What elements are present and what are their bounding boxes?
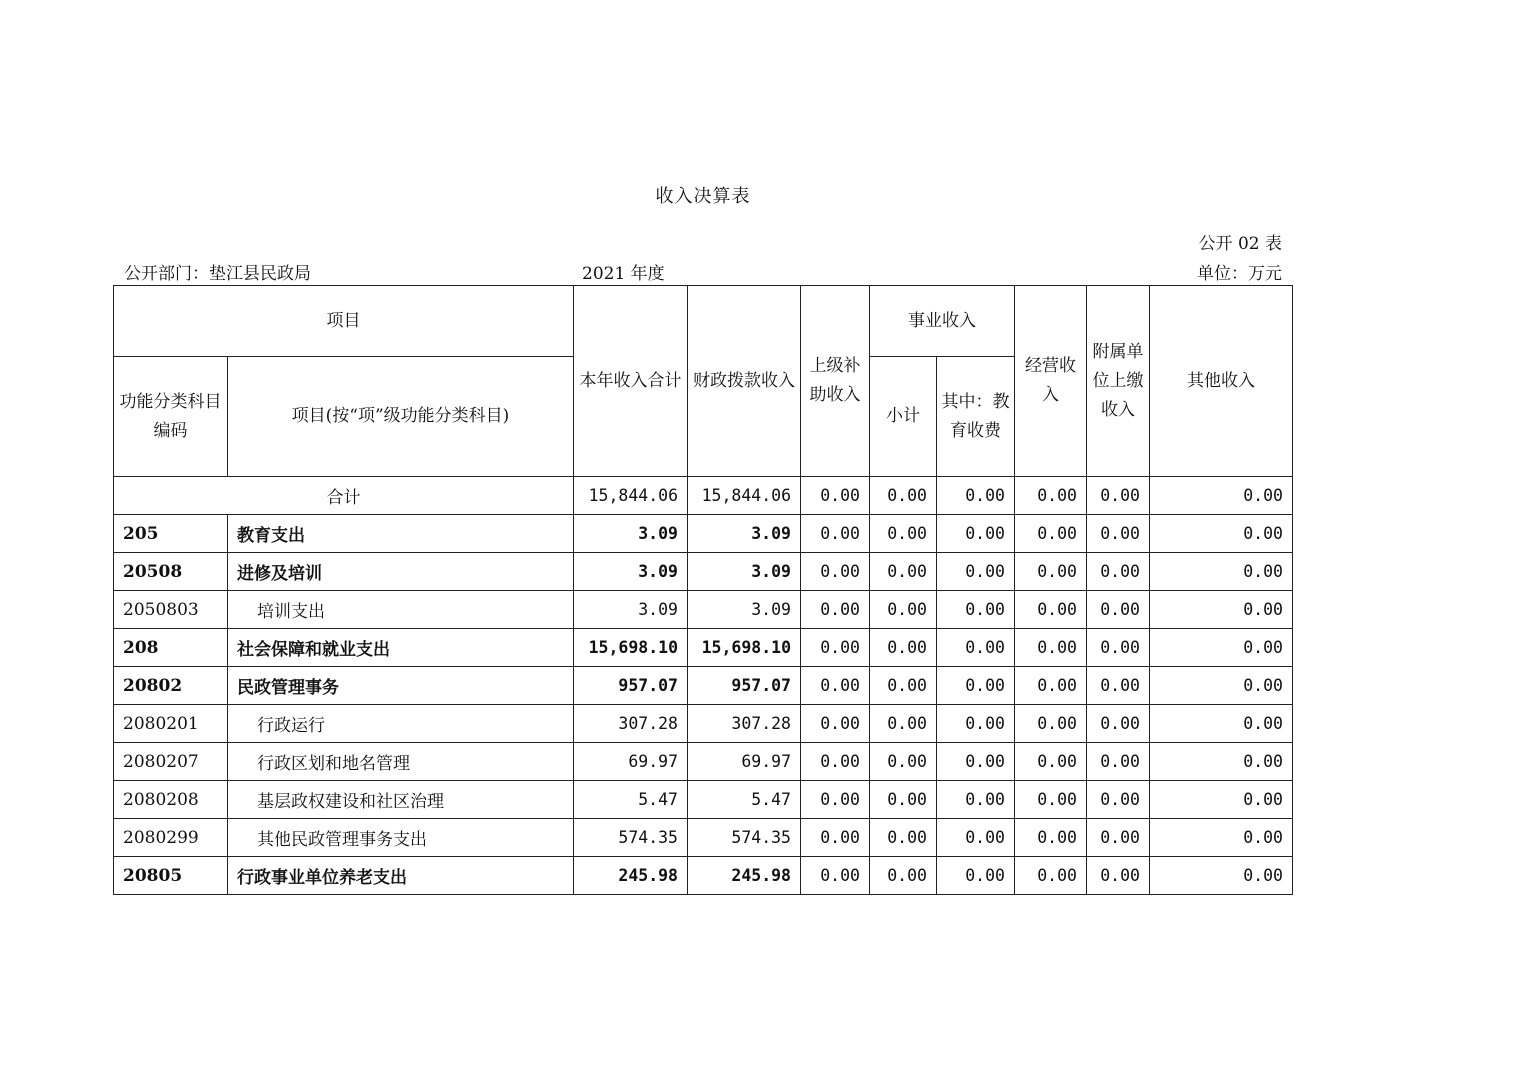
row-edu-fee: 0.00 xyxy=(937,781,1015,819)
row-other: 0.00 xyxy=(1150,857,1293,895)
row-code: 208 xyxy=(114,629,228,667)
header-total-income: 本年收入合计 xyxy=(574,286,688,477)
row-code: 2080299 xyxy=(114,819,228,857)
row-fiscal: 5.47 xyxy=(688,781,801,819)
row-operating: 0.00 xyxy=(1015,667,1087,705)
row-subtotal: 0.00 xyxy=(870,743,937,781)
total-affiliated-cell: 0.00 xyxy=(1087,477,1150,515)
row-code: 2080208 xyxy=(114,781,228,819)
total-income-cell: 15,844.06 xyxy=(574,477,688,515)
row-subtotal: 0.00 xyxy=(870,781,937,819)
row-affiliated: 0.00 xyxy=(1087,553,1150,591)
header-affiliated: 附属单位上缴收入 xyxy=(1087,286,1150,477)
row-operating: 0.00 xyxy=(1015,629,1087,667)
table-row xyxy=(114,781,1293,819)
row-other: 0.00 xyxy=(1150,781,1293,819)
row-other: 0.00 xyxy=(1150,705,1293,743)
row-total-income: 69.97 xyxy=(574,743,688,781)
row-superior-subsidy: 0.00 xyxy=(801,591,870,629)
row-fiscal: 307.28 xyxy=(688,705,801,743)
row-code: 20805 xyxy=(114,857,228,895)
row-name-cell xyxy=(228,743,574,781)
row-name-cell xyxy=(228,781,574,819)
row-affiliated: 0.00 xyxy=(1087,743,1150,781)
header-fiscal: 财政拨款收入 xyxy=(688,286,801,477)
row-operating: 0.00 xyxy=(1015,705,1087,743)
row-code: 2080207 xyxy=(114,743,228,781)
row-edu-fee: 0.00 xyxy=(937,553,1015,591)
row-name: 行政区划和地名管理 xyxy=(257,754,410,774)
row-operating: 0.00 xyxy=(1015,857,1087,895)
row-superior-subsidy: 0.00 xyxy=(801,781,870,819)
row-other: 0.00 xyxy=(1150,553,1293,591)
row-fiscal: 3.09 xyxy=(688,591,801,629)
row-name-cell xyxy=(228,705,574,743)
row-edu-fee: 0.00 xyxy=(937,857,1015,895)
row-superior-subsidy: 0.00 xyxy=(801,705,870,743)
row-total-income: 3.09 xyxy=(574,553,688,591)
total-label: 合计 xyxy=(114,477,574,515)
department-label: 公开部门：垫江县民政局 xyxy=(124,264,311,284)
table-row xyxy=(114,705,1293,743)
row-other: 0.00 xyxy=(1150,819,1293,857)
row-operating: 0.00 xyxy=(1015,553,1087,591)
row-name: 行政运行 xyxy=(257,716,325,736)
row-other: 0.00 xyxy=(1150,743,1293,781)
row-fiscal: 15,698.10 xyxy=(688,629,801,667)
total-row xyxy=(114,477,1293,515)
row-fiscal: 245.98 xyxy=(688,857,801,895)
row-superior-subsidy: 0.00 xyxy=(801,743,870,781)
row-affiliated: 0.00 xyxy=(1087,629,1150,667)
header-other: 其他收入 xyxy=(1150,286,1293,477)
row-fiscal: 69.97 xyxy=(688,743,801,781)
row-other: 0.00 xyxy=(1150,515,1293,553)
row-fiscal: 574.35 xyxy=(688,819,801,857)
row-name: 基层政权建设和社区治理 xyxy=(257,792,444,812)
header-code: 功能分类科目编码 xyxy=(114,357,228,477)
row-edu-fee: 0.00 xyxy=(937,667,1015,705)
row-total-income: 3.09 xyxy=(574,515,688,553)
row-subtotal: 0.00 xyxy=(870,819,937,857)
table-row xyxy=(114,819,1293,857)
row-edu-fee: 0.00 xyxy=(937,515,1015,553)
table-row xyxy=(114,667,1293,705)
row-subtotal: 0.00 xyxy=(870,591,937,629)
row-fiscal: 3.09 xyxy=(688,553,801,591)
row-name: 教育支出 xyxy=(228,515,574,553)
row-name: 行政事业单位养老支出 xyxy=(228,857,574,895)
table-row xyxy=(114,857,1293,895)
row-code: 20508 xyxy=(114,553,228,591)
header-business-income: 事业收入 xyxy=(870,286,1015,357)
row-total-income: 245.98 xyxy=(574,857,688,895)
row-superior-subsidy: 0.00 xyxy=(801,553,870,591)
row-superior-subsidy: 0.00 xyxy=(801,819,870,857)
row-fiscal: 957.07 xyxy=(688,667,801,705)
row-affiliated: 0.00 xyxy=(1087,781,1150,819)
row-code: 2050803 xyxy=(114,591,228,629)
row-code: 20802 xyxy=(114,667,228,705)
row-edu-fee: 0.00 xyxy=(937,819,1015,857)
header-superior-subsidy: 上级补助收入 xyxy=(801,286,870,477)
table-row xyxy=(114,629,1293,667)
row-edu-fee: 0.00 xyxy=(937,743,1015,781)
header-subtotal: 小计 xyxy=(870,357,937,477)
row-name: 培训支出 xyxy=(257,602,325,622)
row-name-cell xyxy=(228,591,574,629)
total-edu-fee-cell: 0.00 xyxy=(937,477,1015,515)
row-total-income: 574.35 xyxy=(574,819,688,857)
row-operating: 0.00 xyxy=(1015,515,1087,553)
row-name: 社会保障和就业支出 xyxy=(228,629,574,667)
row-subtotal: 0.00 xyxy=(870,667,937,705)
row-name: 民政管理事务 xyxy=(228,667,574,705)
row-subtotal: 0.00 xyxy=(870,515,937,553)
row-edu-fee: 0.00 xyxy=(937,705,1015,743)
row-operating: 0.00 xyxy=(1015,819,1087,857)
row-name: 进修及培训 xyxy=(228,553,574,591)
row-subtotal: 0.00 xyxy=(870,857,937,895)
row-name: 其他民政管理事务支出 xyxy=(257,830,427,850)
income-table xyxy=(113,285,1293,895)
row-total-income: 5.47 xyxy=(574,781,688,819)
row-edu-fee: 0.00 xyxy=(937,629,1015,667)
row-code: 205 xyxy=(114,515,228,553)
row-affiliated: 0.00 xyxy=(1087,515,1150,553)
row-other: 0.00 xyxy=(1150,591,1293,629)
row-total-income: 307.28 xyxy=(574,705,688,743)
total-operating-cell: 0.00 xyxy=(1015,477,1087,515)
header-item-name: 项目(按“项”级功能分类科目) xyxy=(228,357,574,477)
row-affiliated: 0.00 xyxy=(1087,705,1150,743)
year-label: 2021 年度 xyxy=(582,264,665,284)
row-code: 2080201 xyxy=(114,705,228,743)
row-superior-subsidy: 0.00 xyxy=(801,667,870,705)
header-operating: 经营收入 xyxy=(1015,286,1087,477)
row-operating: 0.00 xyxy=(1015,781,1087,819)
row-other: 0.00 xyxy=(1150,629,1293,667)
table-row xyxy=(114,591,1293,629)
row-affiliated: 0.00 xyxy=(1087,591,1150,629)
row-fiscal: 3.09 xyxy=(688,515,801,553)
row-operating: 0.00 xyxy=(1015,743,1087,781)
table-row xyxy=(114,743,1293,781)
row-operating: 0.00 xyxy=(1015,591,1087,629)
row-total-income: 957.07 xyxy=(574,667,688,705)
row-superior-subsidy: 0.00 xyxy=(801,629,870,667)
report-title: 收入决算表 xyxy=(655,186,751,207)
row-superior-subsidy: 0.00 xyxy=(801,857,870,895)
row-other: 0.00 xyxy=(1150,667,1293,705)
table-row xyxy=(114,553,1293,591)
row-subtotal: 0.00 xyxy=(870,629,937,667)
row-subtotal: 0.00 xyxy=(870,553,937,591)
row-affiliated: 0.00 xyxy=(1087,857,1150,895)
header-project: 项目 xyxy=(114,286,574,357)
unit-label: 单位：万元 xyxy=(1197,264,1282,284)
total-fiscal-cell: 15,844.06 xyxy=(688,477,801,515)
header-edu-fee: 其中：教育收费 xyxy=(937,357,1015,477)
row-affiliated: 0.00 xyxy=(1087,819,1150,857)
total-superior-cell: 0.00 xyxy=(801,477,870,515)
row-affiliated: 0.00 xyxy=(1087,667,1150,705)
form-number: 公开 02 表 xyxy=(1198,234,1282,254)
row-superior-subsidy: 0.00 xyxy=(801,515,870,553)
row-total-income: 3.09 xyxy=(574,591,688,629)
row-total-income: 15,698.10 xyxy=(574,629,688,667)
total-subtotal-cell: 0.00 xyxy=(870,477,937,515)
row-edu-fee: 0.00 xyxy=(937,591,1015,629)
row-name-cell xyxy=(228,819,574,857)
table-row xyxy=(114,515,1293,553)
total-other-cell: 0.00 xyxy=(1150,477,1293,515)
row-subtotal: 0.00 xyxy=(870,705,937,743)
